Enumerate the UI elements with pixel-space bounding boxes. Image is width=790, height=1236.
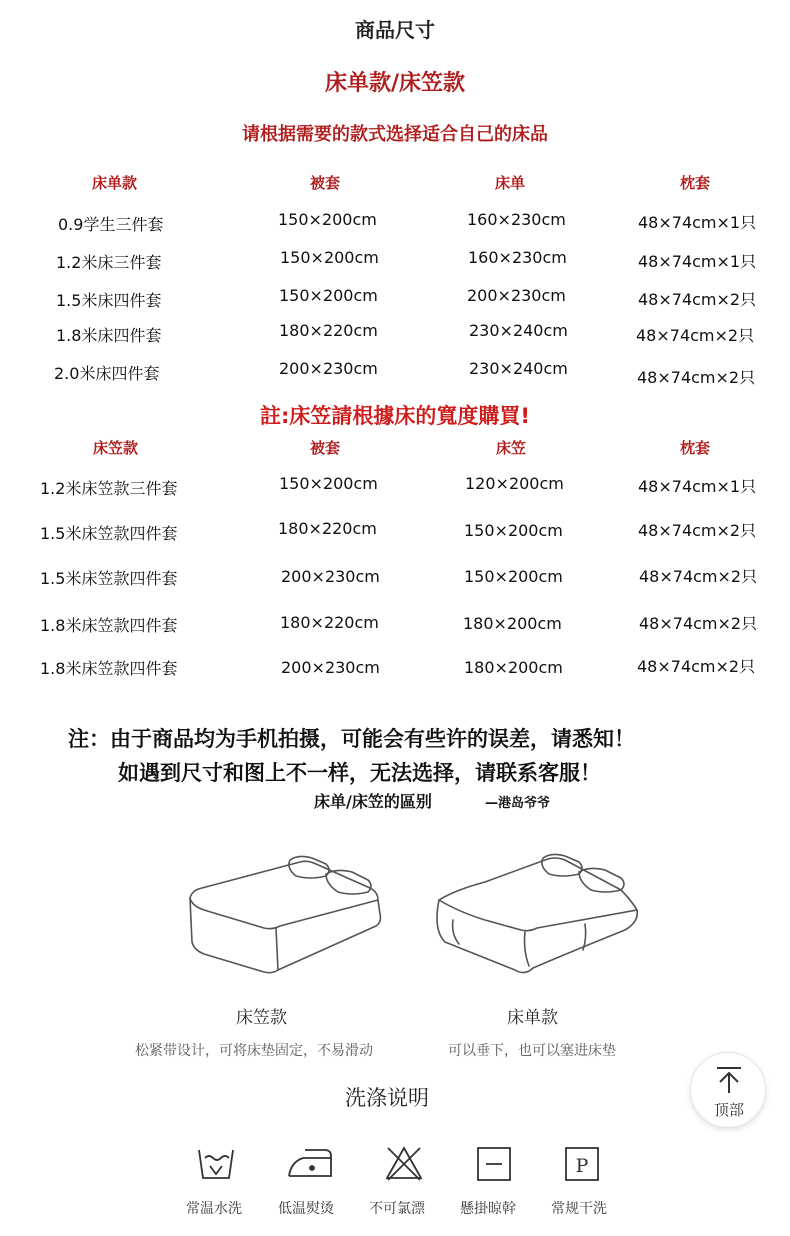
table-cell: 230×240cm [469, 359, 568, 378]
flat-sheet-bed-description: 可以垂下，也可以塞进床垫 [448, 1043, 616, 1059]
flat-sheet-bed-illustration [425, 850, 655, 980]
arrow-up-icon [715, 1065, 743, 1095]
table-cell: 150×200cm [278, 210, 377, 229]
table-cell: 48×74cm×2只 [636, 326, 755, 345]
wash-label-no-bleach: 不可氯漂 [369, 1201, 425, 1217]
section-title: 床单款/床笠款 [324, 71, 466, 96]
hand-wash-icon [196, 1146, 236, 1182]
table-cell: 1.8米床四件套 [56, 326, 162, 345]
table-cell: 150×200cm [279, 474, 378, 493]
wash-label-hand-wash: 常温水洗 [186, 1201, 242, 1217]
wash-label-low-iron: 低温熨烫 [278, 1201, 334, 1217]
wash-label-hang-dry: 懸掛晾幹 [460, 1201, 516, 1217]
sheet-header-duvet: 被套 [310, 174, 341, 192]
fitted-header-type: 床笠款 [93, 439, 139, 457]
table-cell: 160×230cm [467, 210, 566, 229]
table-cell: 48×74cm×2只 [637, 657, 756, 676]
sheet-header-pillowcase: 枕套 [680, 174, 711, 192]
table-cell: 48×74cm×1只 [638, 477, 757, 496]
fitted-header-pillowcase: 枕套 [680, 439, 711, 457]
table-cell: 120×200cm [465, 474, 564, 493]
fitted-header-duvet: 被套 [310, 439, 341, 457]
table-cell: 48×74cm×2只 [638, 290, 757, 309]
wash-instructions-title: 洗涤说明 [345, 1086, 429, 1110]
table-cell: 1.8米床笠款四件套 [40, 616, 178, 635]
table-cell: 200×230cm [281, 567, 380, 586]
dry-clean-icon [564, 1146, 600, 1182]
table-cell: 48×74cm×2只 [637, 368, 756, 387]
table-cell: 200×230cm [281, 658, 380, 677]
table-cell: 48×74cm×1只 [638, 213, 757, 232]
table-cell: 200×230cm [279, 359, 378, 378]
difference-byline: —港岛爷爷 [485, 796, 551, 811]
subtitle: 请根据需要的款式选择适合自己的床品 [242, 124, 548, 145]
fitted-bed-illustration [180, 850, 400, 980]
table-cell: 1.2米床笠款三件套 [40, 479, 178, 498]
sheet-header-sheet: 床单 [495, 174, 526, 192]
back-to-top-button[interactable] [690, 1052, 766, 1128]
notice-line-1: 注：由于商品均为手机拍摄，可能会有些许的误差，请悉知！ [68, 727, 635, 751]
table-cell: 1.5米床笠款四件套 [40, 569, 178, 588]
table-cell: 200×230cm [467, 286, 566, 305]
table-cell: 180×220cm [279, 321, 378, 340]
table-cell: 2.0米床四件套 [54, 364, 160, 383]
fitted-header-fitted: 床笠 [496, 439, 527, 457]
notice-line-2: 如遇到尺寸和图上不一样，无法选择，请联系客服！ [118, 761, 601, 785]
table-cell: 0.9学生三件套 [58, 215, 164, 234]
table-cell: 150×200cm [279, 286, 378, 305]
table-cell: 1.2米床三件套 [56, 253, 162, 272]
back-to-top-label: 顶部 [713, 1101, 744, 1119]
table-cell: 1.5米床笠款四件套 [40, 524, 178, 543]
flat-sheet-bed-label: 床单款 [507, 1008, 558, 1028]
table-cell: 48×74cm×2只 [639, 614, 758, 633]
table-cell: 1.8米床笠款四件套 [40, 659, 178, 678]
page-title: 商品尺寸 [355, 18, 435, 42]
table-cell: 180×220cm [278, 519, 377, 538]
table-cell: 180×220cm [280, 613, 379, 632]
fitted-bed-description: 松紧带设计，可将床垫固定，不易滑动 [135, 1043, 373, 1059]
table-cell: 48×74cm×2只 [638, 521, 757, 540]
table-cell: 1.5米床四件套 [56, 291, 162, 310]
table-cell: 48×74cm×2只 [639, 567, 758, 586]
wash-label-dry-clean: 常规干洗 [551, 1201, 607, 1217]
sheet-header-type: 床单款 [92, 174, 138, 192]
difference-title: 床单/床笠的區别 [314, 792, 432, 811]
table-cell: 180×200cm [463, 614, 562, 633]
table-cell: 48×74cm×1只 [638, 252, 757, 271]
no-bleach-icon [384, 1144, 424, 1182]
table-cell: 180×200cm [464, 658, 563, 677]
fitted-bed-label: 床笠款 [236, 1008, 287, 1028]
table-cell: 150×200cm [280, 248, 379, 267]
hang-dry-icon [476, 1146, 512, 1182]
table-cell: 150×200cm [464, 567, 563, 586]
dry-clean-glyph: P [575, 1155, 589, 1177]
table-cell: 160×230cm [468, 248, 567, 267]
table-cell: 150×200cm [464, 521, 563, 540]
table-cell: 230×240cm [469, 321, 568, 340]
low-iron-icon [287, 1146, 333, 1182]
fitted-sheet-note: 註:床笠請根據床的寬度購買! [260, 404, 530, 428]
